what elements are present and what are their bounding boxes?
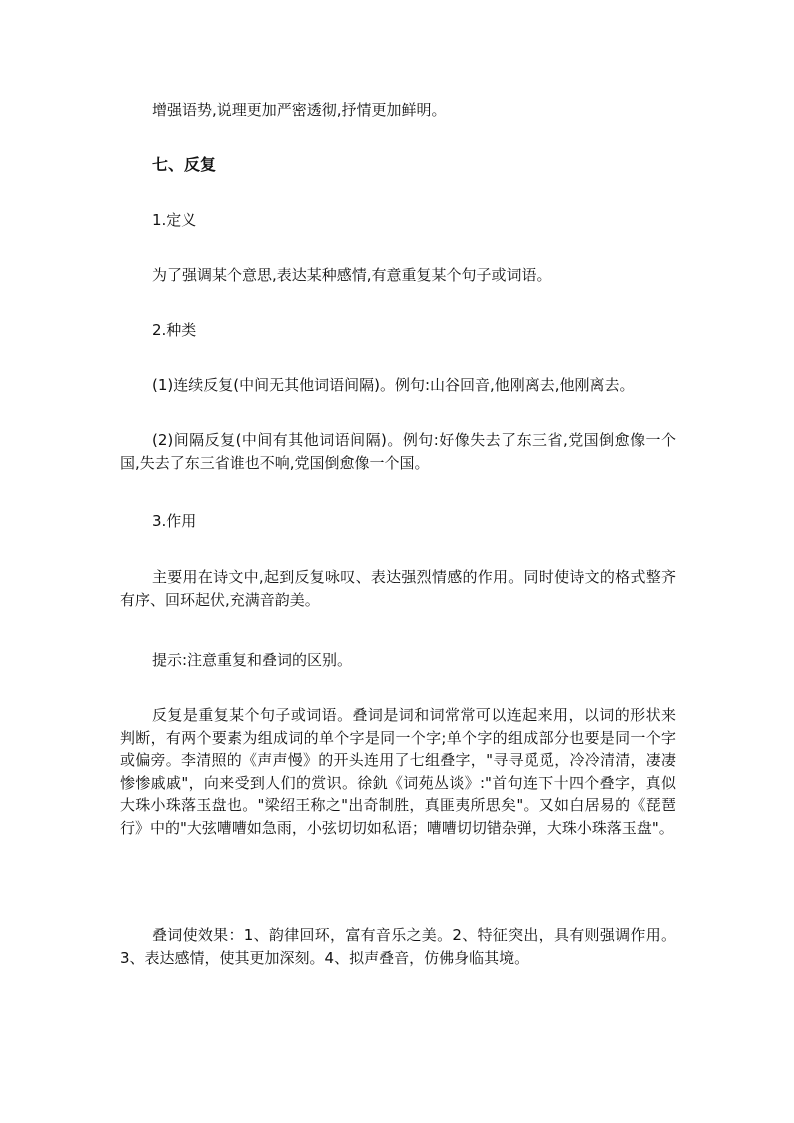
paragraph-reduplication-effects: 叠词使效果：1、韵律回环，富有音乐之美。2、特征突出，具有则强调作用。3、表达感情，使其更加深刻。4、拟声叠音，仿佛身临其境。 [120,926,676,967]
paragraph-continuous-repetition: (1)连续反复(中间无其他词语间隔)。例句:山谷回音,他刚离去,他刚离去。 [152,376,635,394]
section-heading-repetition: 七、反复 [152,155,217,174]
paragraph-intro-continuation: 增强语势,说理更加严密透彻,抒情更加鲜明。 [152,101,447,119]
subheading-function: 3.作用 [152,512,197,530]
paragraph-tip: 提示:注意重复和叠词的区别。 [152,651,353,669]
subheading-definition: 1.定义 [152,211,197,229]
paragraph-definition: 为了强调某个意思,表达某种感情,有意重复某个句子或词语。 [152,266,552,284]
subheading-types: 2.种类 [152,321,197,339]
paragraph-repetition-vs-reduplication: 反复是重复某个句子或词语。叠词是词和词常常可以连起来用，以词的形状来判断，有两个要素为组成词的单个字是同一个字;单个字的组成部分也要是同一个字或偏旁。李清照的《声声慢》的开头连用了七组叠字，"寻寻觅觅，冷冷清清，凄凄惨惨戚戚"，向来受到人们的赏识。徐釚《词苑丛谈》:"首句连下十四个叠字，真似大珠小珠落玉盘也。"梁绍王称之"出奇制胜，真匪夷所思矣"。又如白居易的《琵琶行》中的"大弦嘈嘈如急雨，小弦切切如私语；嘈嘈切切错杂弹，大珠小珠落玉盘"。 [120,706,676,837]
paragraph-function: 主要用在诗文中,起到反复咏叹、表达强烈情感的作用。同时使诗文的格式整齐有序、回环起伏,充满音韵美。 [120,568,676,609]
paragraph-interval-repetition: (2)间隔反复(中间有其他词语间隔)。例句:好像失去了东三省,党国倒愈像一个国,失去了东三省谁也不响,党国倒愈像一个国。 [120,431,676,472]
